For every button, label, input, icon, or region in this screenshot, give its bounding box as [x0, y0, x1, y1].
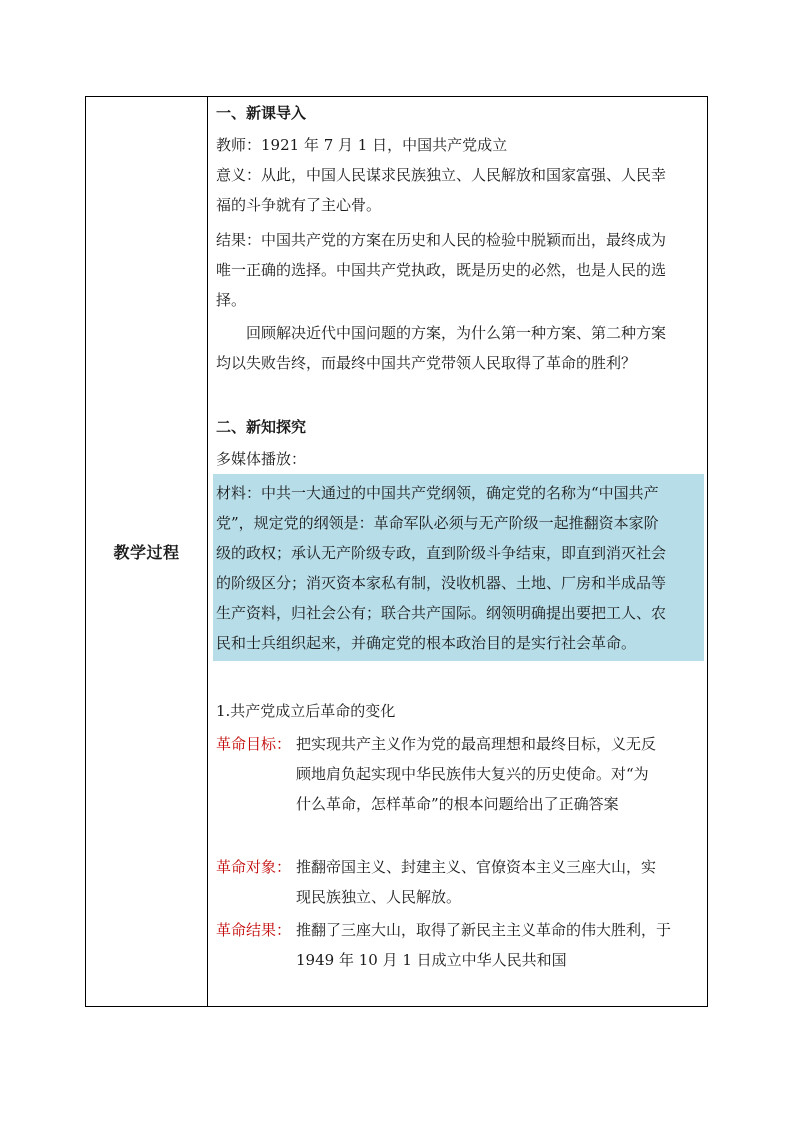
media-line: 多媒体播放： — [216, 450, 307, 468]
section1-heading: 一、新课导入 — [216, 104, 307, 122]
goal-line-3: 什么革命，怎样革命”的根本问题给出了正确答案 — [296, 795, 619, 813]
subheading: 1.共产党成立后革命的变化 — [216, 702, 396, 720]
material-line: 级的政权；承认无产阶级专政，直到阶级斗争结束，即直到消灭社会 — [216, 544, 667, 562]
meaning-line-2: 福的斗争就有了主心骨。 — [216, 196, 382, 214]
material-line: 民和士兵组织起来，并确定党的根本政治目的是实行社会革命。 — [216, 634, 637, 652]
meaning-line-1: 意义：从此，中国人民谋求民族独立、人民解放和国家富强、人民幸 — [216, 166, 667, 184]
outcome-term: 革命结果： — [216, 921, 292, 939]
goal-line-1: 把实现共产主义作为党的最高理想和最终目标，义无反 — [296, 735, 657, 753]
section2-heading: 二、新知探究 — [216, 418, 307, 436]
target-line-1: 推翻帝国主义、封建主义、官僚资本主义三座大山，实 — [296, 858, 657, 876]
review-line-1: 回顾解决近代中国问题的方案，为什么第一种方案、第二种方案 — [246, 324, 667, 342]
result-line-2: 唯一正确的选择。中国共产党执政，既是历史的必然，也是人民的选 — [216, 261, 667, 279]
result-line-1: 结果：中国共产党的方案在历史和人民的检验中脱颖而出，最终成为 — [216, 231, 667, 249]
outcome-line-1: 推翻了三座大山，取得了新民主主义革命的伟大胜利，于 — [296, 921, 672, 939]
goal-line-2: 顾地肩负起实现中华民族伟大复兴的历史使命。对“为 — [296, 765, 649, 783]
outcome-line-2: 1949 年 10 月 1 日成立中华人民共和国 — [296, 951, 567, 969]
material-line: 党”，规定党的纲领是：革命军队必须与无产阶级一起推翻资本家阶 — [216, 514, 659, 532]
result-line-3: 择。 — [216, 291, 247, 309]
goal-term: 革命目标： — [216, 735, 292, 753]
material-line: 生产资料，归社会公有；联合共产国际。纲领明确提出要把工人、农 — [216, 604, 667, 622]
teacher-line: 教师：1921 年 7 月 1 日，中国共产党成立 — [216, 136, 508, 154]
target-line-2: 现民族独立、人民解放。 — [296, 888, 462, 906]
column-divider — [207, 97, 208, 1006]
target-term: 革命对象： — [216, 858, 292, 876]
label-text: 教学过程 — [113, 543, 180, 562]
material-line: 的阶级区分；消灭资本家私有制，没收机器、土地、厂房和半成品等 — [216, 574, 667, 592]
label-cell — [86, 97, 207, 1006]
material-line: 材料：中共一大通过的中国共产党纲领，确定党的名称为“中国共产 — [216, 484, 659, 502]
review-line-2: 均以失败告终，而最终中国共产党带领人民取得了革命的胜利？ — [216, 354, 637, 372]
lesson-table — [85, 96, 708, 1007]
